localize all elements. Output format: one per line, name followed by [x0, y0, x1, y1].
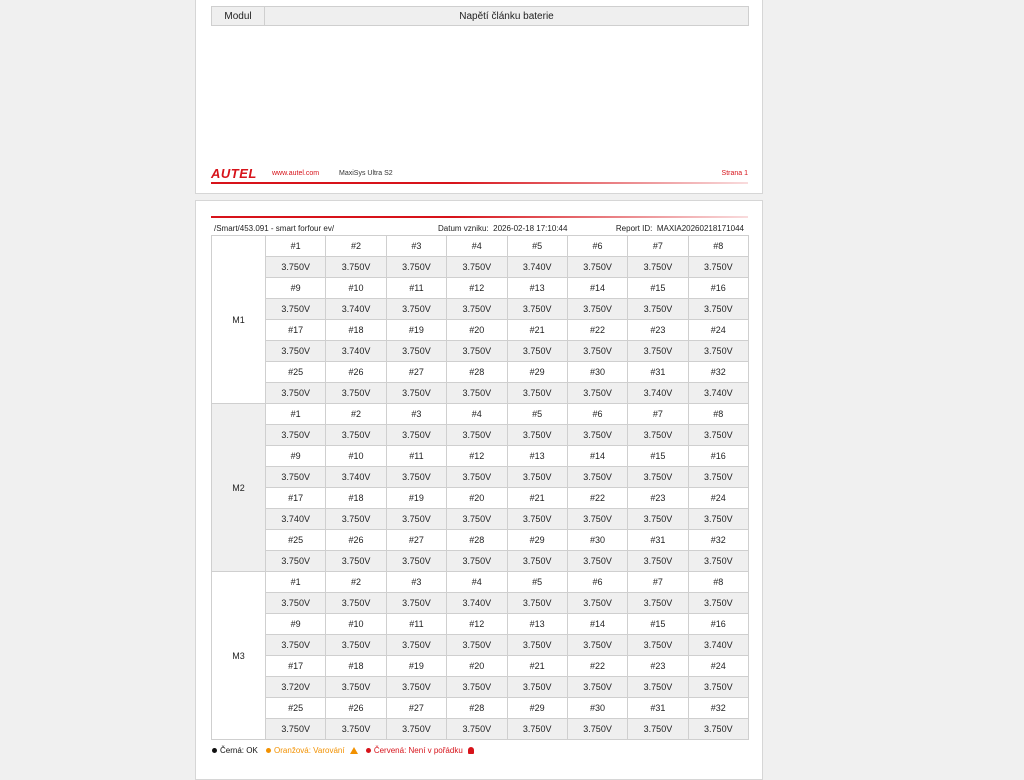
date-label: Datum vzniku:: [438, 224, 489, 233]
cell-voltage-value: 3.750V: [688, 341, 748, 362]
autel-logo: AUTEL: [211, 166, 257, 181]
cell-voltage-value: 3.750V: [567, 257, 627, 278]
report-page-1: [195, 0, 763, 194]
cell-number: #9: [266, 446, 326, 467]
module-name: M2: [212, 404, 266, 572]
cell-voltage-value: 3.750V: [266, 383, 326, 404]
cell-voltage-value: 3.750V: [628, 467, 688, 488]
cell-number: #19: [386, 320, 446, 341]
cell-label-row: [212, 362, 749, 383]
cell-voltage-table-body: [212, 236, 749, 740]
cell-voltage-value: 3.750V: [688, 425, 748, 446]
report-id-label: Report ID:: [615, 224, 653, 233]
cell-label-row: [212, 320, 749, 341]
cell-voltage-row: [212, 551, 749, 572]
cell-voltage-value: 3.750V: [628, 593, 688, 614]
cell-voltage-value: 3.750V: [567, 509, 627, 530]
cell-voltage-value: 3.750V: [507, 509, 567, 530]
cell-number: #25: [266, 362, 326, 383]
cell-number: #21: [507, 320, 567, 341]
cell-voltage-row: [212, 383, 749, 404]
cell-number: #15: [628, 446, 688, 467]
cell-number: #8: [688, 404, 748, 425]
cell-voltage-row: [212, 425, 749, 446]
cell-voltage-value: 3.750V: [567, 593, 627, 614]
cell-number: #11: [386, 614, 446, 635]
cell-number: #19: [386, 488, 446, 509]
cell-voltage-value: 3.750V: [266, 467, 326, 488]
cell-number: #2: [326, 572, 386, 593]
report-page-2: [195, 200, 763, 780]
cell-label-row: [212, 614, 749, 635]
cell-number: #22: [567, 656, 627, 677]
cell-voltage-value: 3.750V: [447, 299, 507, 320]
cell-voltage-value: 3.750V: [386, 509, 446, 530]
cell-voltage-value: 3.750V: [326, 257, 386, 278]
cell-number: #9: [266, 278, 326, 299]
cell-voltage-row: [212, 299, 749, 320]
cell-voltage-row: [212, 635, 749, 656]
cell-number: #17: [266, 656, 326, 677]
cell-number: #12: [447, 614, 507, 635]
cell-voltage-value: 3.750V: [628, 425, 688, 446]
cell-voltage-value: 3.750V: [266, 635, 326, 656]
cell-number: #18: [326, 320, 386, 341]
cell-voltage-value: 3.750V: [386, 467, 446, 488]
cell-voltage-value: 3.750V: [326, 383, 386, 404]
cell-number: #24: [688, 488, 748, 509]
footer-divider: [211, 182, 748, 184]
cell-voltage-value: 3.750V: [447, 677, 507, 698]
cell-voltage-row: [212, 257, 749, 278]
cell-voltage-value: 3.750V: [326, 509, 386, 530]
cell-number: #1: [266, 572, 326, 593]
cell-voltage-value: 3.750V: [567, 425, 627, 446]
cell-voltage-row: [212, 677, 749, 698]
cell-number: #8: [688, 572, 748, 593]
cell-label-row: [212, 698, 749, 719]
cell-number: #1: [266, 404, 326, 425]
cell-number: #29: [507, 362, 567, 383]
cell-number: #23: [628, 320, 688, 341]
cell-label-row: [212, 488, 749, 509]
cell-voltage-value: 3.750V: [507, 425, 567, 446]
cell-voltage-value: 3.750V: [386, 719, 446, 740]
cell-number: #15: [628, 614, 688, 635]
cell-number: #7: [628, 572, 688, 593]
cell-number: #11: [386, 278, 446, 299]
cell-number: #13: [507, 614, 567, 635]
cell-voltage-value: 3.750V: [628, 551, 688, 572]
cell-voltage-value: 3.750V: [386, 341, 446, 362]
cell-voltage-value: 3.740V: [447, 593, 507, 614]
cell-voltage-value: 3.750V: [628, 257, 688, 278]
page-number: Strana 1: [721, 170, 748, 177]
device-model: MaxiSys Ultra S2: [339, 170, 393, 177]
cell-voltage-value: 3.750V: [266, 719, 326, 740]
cell-voltage-value: 3.750V: [447, 719, 507, 740]
cell-voltage-value: 3.750V: [507, 635, 567, 656]
cell-voltage-value: 3.750V: [386, 257, 446, 278]
cell-number: #10: [326, 278, 386, 299]
cell-label-row: [212, 446, 749, 467]
cell-voltage-value: 3.750V: [447, 635, 507, 656]
cell-voltage-value: 3.750V: [688, 467, 748, 488]
cell-number: #6: [567, 236, 627, 257]
cell-voltage-value: 3.740V: [326, 299, 386, 320]
cell-number: #29: [507, 698, 567, 719]
cell-voltage-value: 3.750V: [628, 677, 688, 698]
red-dot-icon: [366, 748, 371, 753]
legend-error: [366, 746, 477, 755]
cell-number: #27: [386, 530, 446, 551]
cell-voltage-value: 3.750V: [628, 635, 688, 656]
status-legend: [212, 746, 480, 755]
cell-number: #14: [567, 278, 627, 299]
cell-number: #6: [567, 572, 627, 593]
cell-voltage-value: 3.750V: [567, 383, 627, 404]
cell-voltage-value: 3.750V: [567, 635, 627, 656]
cell-voltage-value: 3.750V: [386, 299, 446, 320]
cell-number: #22: [567, 320, 627, 341]
cell-voltage-value: 3.750V: [507, 341, 567, 362]
cell-number: #23: [628, 488, 688, 509]
cell-number: #2: [326, 404, 386, 425]
cell-number: #17: [266, 488, 326, 509]
cell-voltage-value: 3.750V: [326, 719, 386, 740]
cell-voltage-value: 3.750V: [688, 593, 748, 614]
cell-number: #5: [507, 404, 567, 425]
cell-number: #30: [567, 362, 627, 383]
module-name: M3: [212, 572, 266, 740]
cell-voltage-value: 3.750V: [447, 509, 507, 530]
black-dot-icon: [212, 748, 217, 753]
cell-voltage-value: 3.750V: [266, 593, 326, 614]
cell-number: #3: [386, 572, 446, 593]
cell-label-row: [212, 530, 749, 551]
cell-number: #4: [447, 404, 507, 425]
cell-voltage-value: 3.750V: [507, 467, 567, 488]
cell-number: #31: [628, 362, 688, 383]
cell-voltage-value: 3.750V: [628, 509, 688, 530]
cell-number: #29: [507, 530, 567, 551]
cell-number: #25: [266, 698, 326, 719]
cell-number: #26: [326, 362, 386, 383]
cell-voltage-row: [212, 341, 749, 362]
cell-number: #12: [447, 278, 507, 299]
cell-number: #30: [567, 530, 627, 551]
cell-number: #5: [507, 572, 567, 593]
cell-number: #24: [688, 320, 748, 341]
cell-voltage-value: 3.750V: [386, 593, 446, 614]
cell-voltage-value: 3.750V: [507, 593, 567, 614]
cell-number: #21: [507, 656, 567, 677]
cell-number: #16: [688, 446, 748, 467]
cell-voltage-value: 3.750V: [326, 425, 386, 446]
voltage-table-header: [211, 6, 749, 26]
page-footer: [211, 166, 748, 190]
warning-triangle-icon: [350, 747, 358, 754]
cell-number: #26: [326, 530, 386, 551]
cell-number: #15: [628, 278, 688, 299]
cell-number: #5: [507, 236, 567, 257]
cell-voltage-value: 3.750V: [507, 719, 567, 740]
cell-number: #7: [628, 236, 688, 257]
cell-number: #23: [628, 656, 688, 677]
cell-voltage-value: 3.750V: [688, 257, 748, 278]
cell-voltage-value: 3.750V: [447, 341, 507, 362]
cell-voltage-value: 3.740V: [507, 257, 567, 278]
cell-number: #10: [326, 614, 386, 635]
cell-number: #28: [447, 698, 507, 719]
header-divider: [211, 216, 748, 218]
cell-voltage-value: 3.750V: [266, 299, 326, 320]
cell-number: #21: [507, 488, 567, 509]
cell-number: #14: [567, 446, 627, 467]
cell-number: #3: [386, 404, 446, 425]
legend-ok-label: Černá: OK: [220, 746, 258, 755]
cell-voltage-value: 3.750V: [266, 341, 326, 362]
cell-number: #32: [688, 362, 748, 383]
cell-number: #22: [567, 488, 627, 509]
cell-voltage-value: 3.750V: [386, 635, 446, 656]
cell-voltage-value: 3.750V: [688, 299, 748, 320]
report-id: [616, 224, 744, 233]
cell-number: #4: [447, 572, 507, 593]
cell-voltage-value: 3.750V: [628, 719, 688, 740]
website-link[interactable]: www.autel.com: [272, 170, 320, 177]
cell-label-row: [212, 656, 749, 677]
cell-voltage-value: 3.750V: [507, 299, 567, 320]
cell-voltage-table: [211, 235, 749, 740]
cell-voltage-value: 3.750V: [447, 551, 507, 572]
cell-number: #13: [507, 278, 567, 299]
alarm-bell-icon: [468, 747, 474, 754]
cell-number: #12: [447, 446, 507, 467]
cell-voltage-value: 3.740V: [628, 383, 688, 404]
cell-number: #16: [688, 614, 748, 635]
cell-voltage-value: 3.750V: [326, 635, 386, 656]
cell-number: #32: [688, 698, 748, 719]
cell-number: #2: [326, 236, 386, 257]
cell-voltage-value: 3.750V: [386, 677, 446, 698]
cell-number: #31: [628, 698, 688, 719]
cell-voltage-value: 3.740V: [688, 635, 748, 656]
cell-voltage-value: 3.720V: [266, 677, 326, 698]
cell-voltage-row: [212, 467, 749, 488]
cell-voltage-value: 3.740V: [326, 341, 386, 362]
cell-voltage-value: 3.750V: [628, 299, 688, 320]
cell-voltage-value: 3.750V: [326, 551, 386, 572]
cell-number: #3: [386, 236, 446, 257]
cell-number: #16: [688, 278, 748, 299]
cell-number: #20: [447, 320, 507, 341]
cell-number: #25: [266, 530, 326, 551]
cell-voltage-value: 3.750V: [567, 551, 627, 572]
cell-voltage-row: [212, 509, 749, 530]
column-header-cell-voltage: Napětí článku baterie: [265, 7, 749, 26]
cell-label-row: [212, 572, 749, 593]
cell-voltage-value: 3.750V: [447, 383, 507, 404]
module-name: M1: [212, 236, 266, 404]
cell-voltage-row: [212, 593, 749, 614]
orange-dot-icon: [266, 748, 271, 753]
cell-number: #27: [386, 362, 446, 383]
cell-voltage-value: 3.750V: [447, 467, 507, 488]
cell-voltage-value: 3.750V: [688, 551, 748, 572]
cell-voltage-value: 3.750V: [688, 677, 748, 698]
vehicle-path: /Smart/453.091 - smart forfour ev/: [214, 224, 335, 233]
cell-voltage-value: 3.750V: [567, 719, 627, 740]
cell-label-row: [212, 404, 749, 425]
cell-voltage-value: 3.750V: [507, 383, 567, 404]
cell-number: #8: [688, 236, 748, 257]
cell-number: #9: [266, 614, 326, 635]
legend-error-label: Červená: Není v pořádku: [373, 746, 463, 755]
legend-ok: [212, 746, 261, 755]
cell-label-row: [212, 278, 749, 299]
cell-voltage-value: 3.750V: [507, 677, 567, 698]
cell-voltage-value: 3.750V: [447, 425, 507, 446]
cell-number: #17: [266, 320, 326, 341]
cell-voltage-value: 3.750V: [447, 257, 507, 278]
column-header-module: Modul: [212, 7, 265, 26]
cell-voltage-value: 3.750V: [326, 593, 386, 614]
cell-voltage-value: 3.750V: [567, 341, 627, 362]
cell-voltage-value: 3.750V: [567, 677, 627, 698]
cell-voltage-value: 3.750V: [688, 719, 748, 740]
cell-voltage-value: 3.750V: [386, 425, 446, 446]
cell-voltage-value: 3.750V: [628, 341, 688, 362]
cell-voltage-value: 3.740V: [266, 509, 326, 530]
cell-number: #6: [567, 404, 627, 425]
date-value: 2026-02-18 17:10:44: [493, 224, 568, 233]
cell-number: #13: [507, 446, 567, 467]
cell-number: #18: [326, 488, 386, 509]
cell-voltage-value: 3.750V: [567, 467, 627, 488]
cell-voltage-value: 3.740V: [326, 467, 386, 488]
cell-number: #20: [447, 656, 507, 677]
cell-number: #1: [266, 236, 326, 257]
legend-warning-label: Oranžová: Varování: [274, 746, 345, 755]
cell-number: #26: [326, 698, 386, 719]
cell-voltage-value: 3.750V: [567, 299, 627, 320]
cell-voltage-value: 3.750V: [386, 383, 446, 404]
cell-number: #31: [628, 530, 688, 551]
cell-number: #28: [447, 362, 507, 383]
cell-voltage-value: 3.750V: [266, 551, 326, 572]
legend-warning: [266, 746, 361, 755]
cell-voltage-value: 3.750V: [507, 551, 567, 572]
cell-voltage-value: 3.750V: [386, 551, 446, 572]
cell-number: #7: [628, 404, 688, 425]
cell-number: #10: [326, 446, 386, 467]
cell-number: #14: [567, 614, 627, 635]
cell-number: #30: [567, 698, 627, 719]
cell-number: #32: [688, 530, 748, 551]
cell-number: #27: [386, 698, 446, 719]
cell-voltage-value: 3.750V: [266, 425, 326, 446]
cell-label-row: [212, 236, 749, 257]
creation-date: [438, 224, 567, 233]
cell-number: #24: [688, 656, 748, 677]
cell-number: #4: [447, 236, 507, 257]
cell-number: #11: [386, 446, 446, 467]
report-info-row: [211, 224, 748, 235]
cell-voltage-row: [212, 719, 749, 740]
cell-number: #18: [326, 656, 386, 677]
cell-voltage-value: 3.750V: [326, 677, 386, 698]
cell-number: #20: [447, 488, 507, 509]
cell-number: #19: [386, 656, 446, 677]
cell-voltage-value: 3.750V: [266, 257, 326, 278]
cell-number: #28: [447, 530, 507, 551]
cell-voltage-value: 3.750V: [688, 509, 748, 530]
cell-voltage-value: 3.740V: [688, 383, 748, 404]
report-id-value: MAXIA20260218171044: [656, 224, 744, 233]
